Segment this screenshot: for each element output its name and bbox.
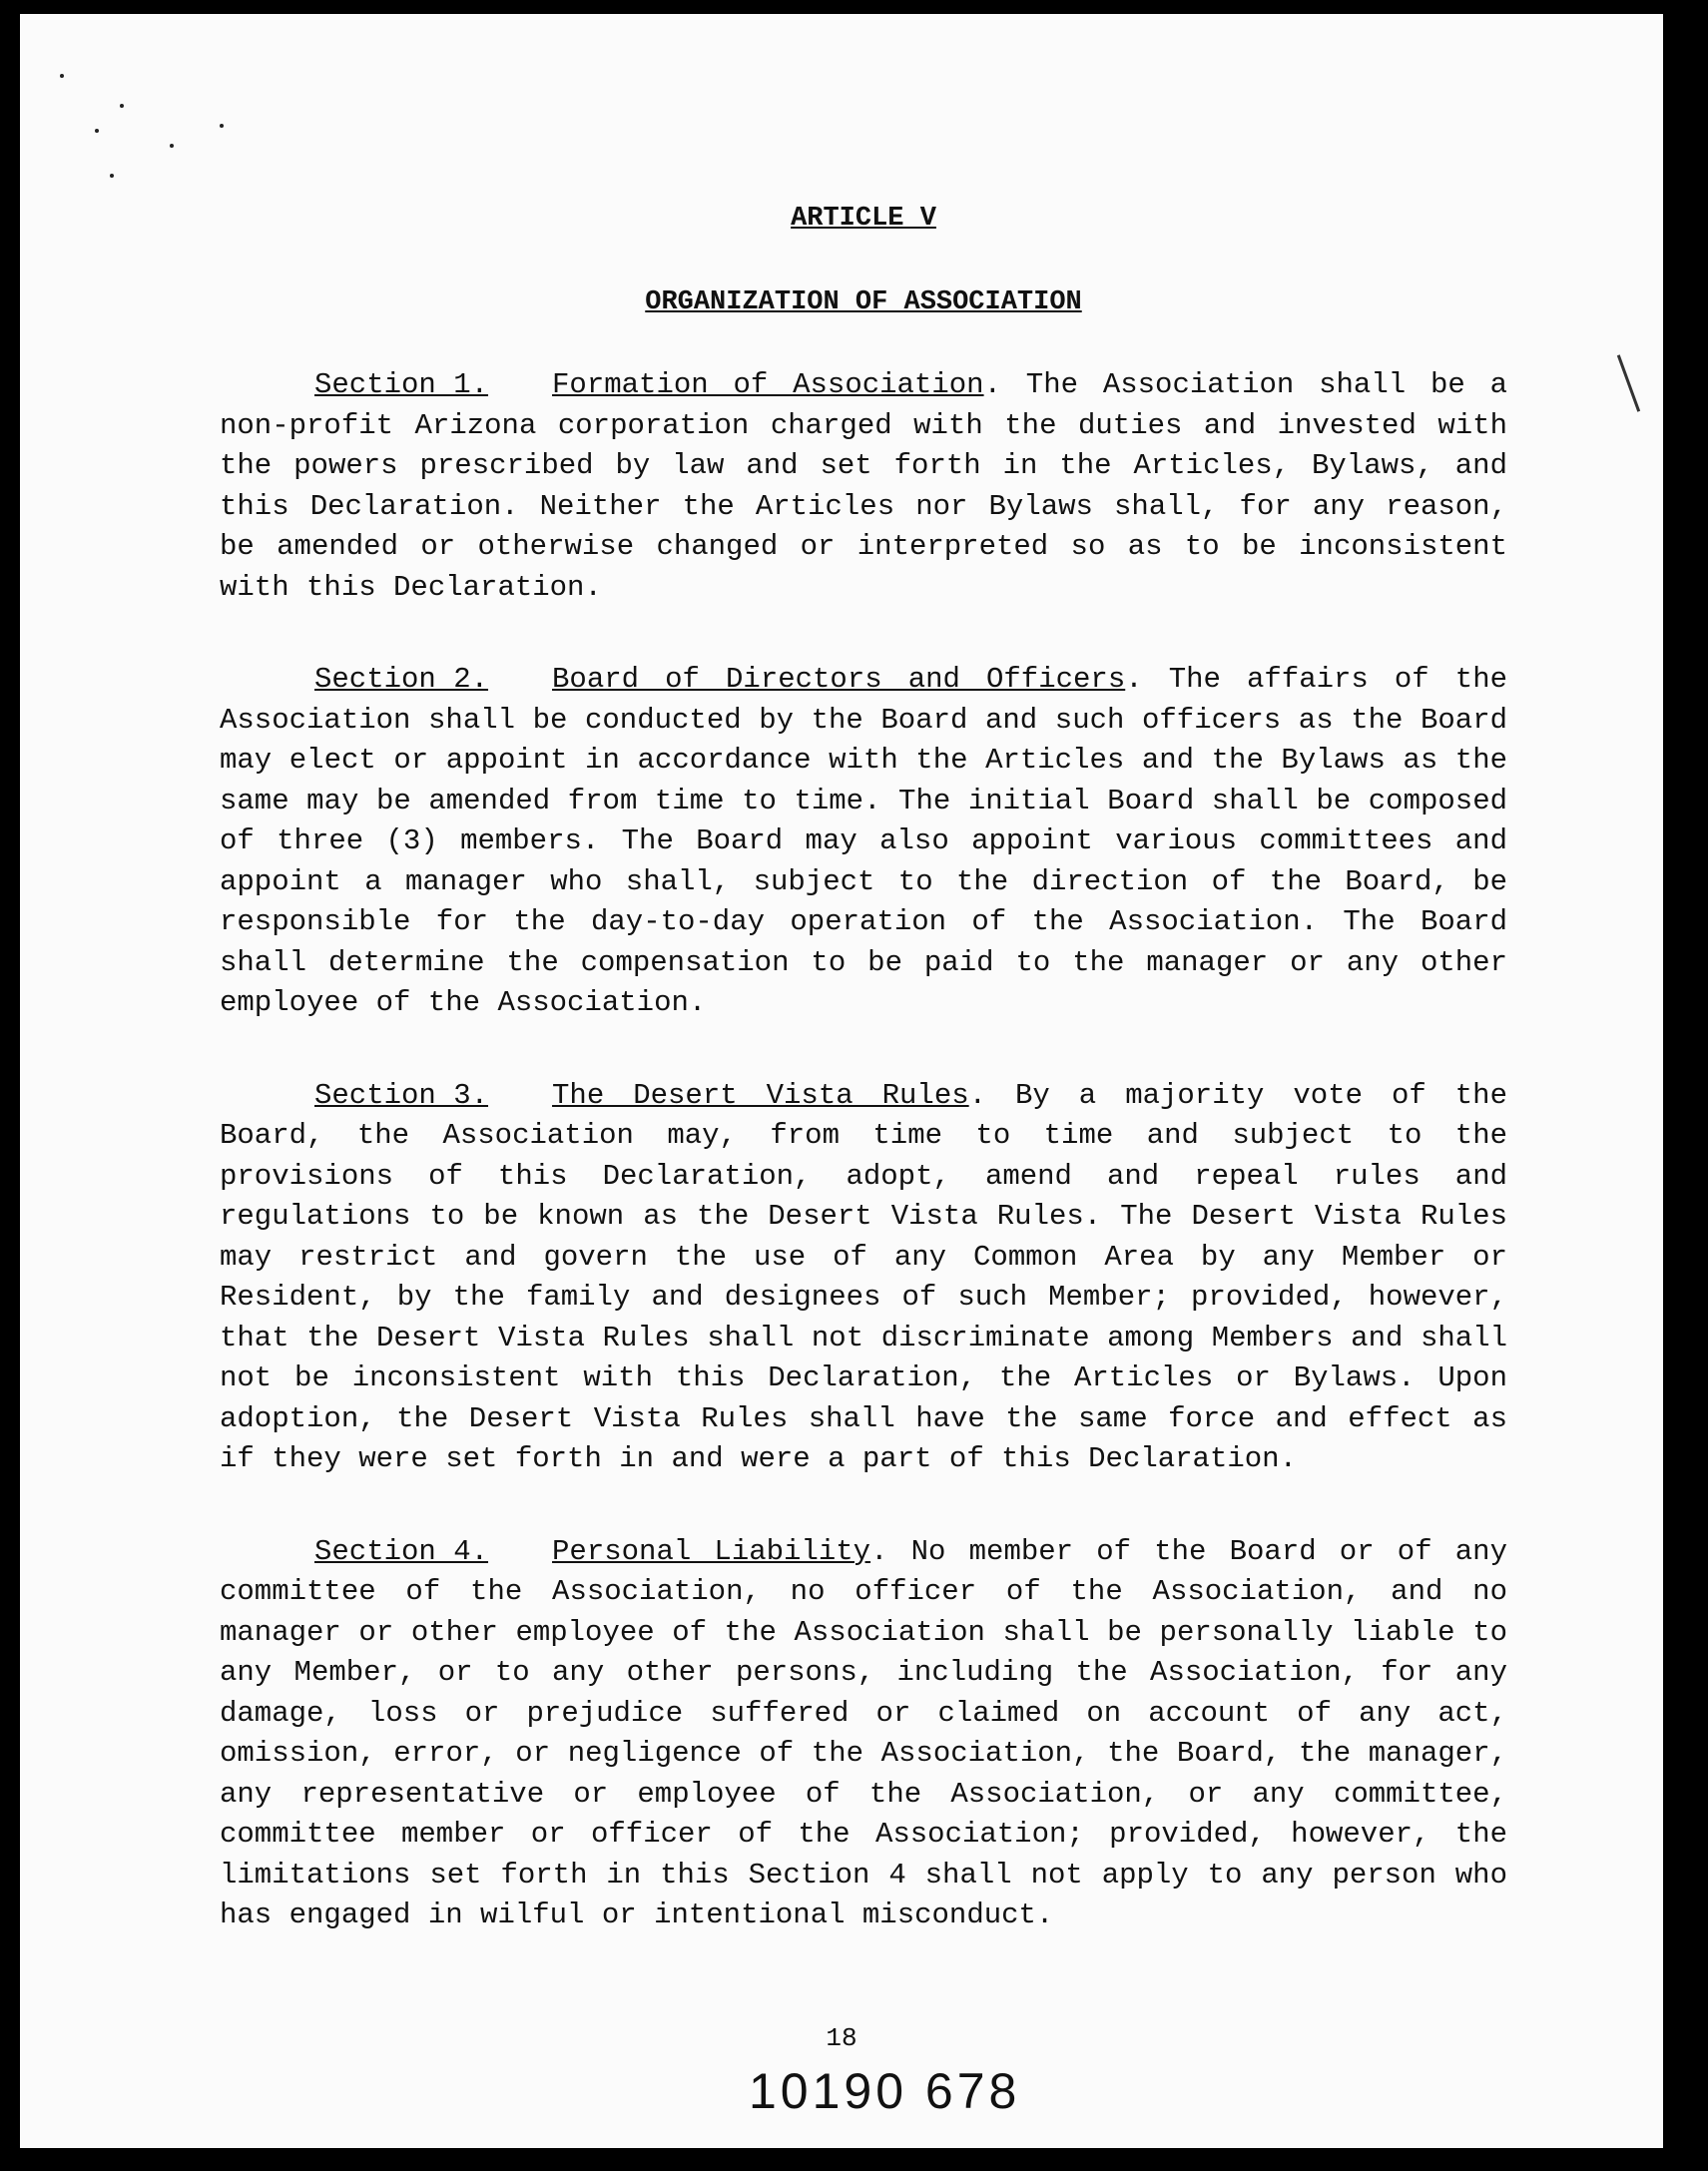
- section-3-text: . By a majority vote of the Board, the Association may, from time to time and subject to the provisions of this Declaration, adopt, amend and repeal rules and regulations to be known as the Desert Vista Rules. The Desert Vista Rules may restrict and govern the use of any Common Area by any Member or Resident, by the family and designees of such Member; provided, however, that the Desert Vista Rules shall not discriminate among Members and shall not be inconsistent with this Declaration, the Articles or Bylaws. Upon adoption, the Desert Vista Rules shall have the same force and effect as if they were set forth in and were a part of this Declaration.: [220, 1078, 1507, 1475]
- page-number: 18: [826, 2023, 857, 2053]
- section-4: [220, 1532, 1507, 1936]
- scan-edge-mark: [1617, 354, 1640, 411]
- section-2-title: Board of Directors and Officers: [552, 663, 1126, 696]
- section-1-title: Formation of Association: [552, 368, 984, 401]
- scan-speck: [120, 104, 124, 108]
- article-subtitle: ORGANIZATION OF ASSOCIATION: [645, 287, 1082, 317]
- stamp-number: 10190 678: [749, 2063, 1021, 2119]
- scan-speck: [60, 74, 64, 78]
- section-2-text: . The affairs of the Association shall be conducted by the Board and such officers as the Board may elect or appoint in accordance with the Articles and the Bylaws as the same may be amended from time to time. The initial Board shall be composed of three (3) members. The Board may also appoint various committees and appoint a manager who shall, subject to the direction of the Board, be responsible for the day-to-day operation of the Association. The Board shall determine the compensation to be paid to the manager or any other employee of the Association.: [220, 663, 1507, 1019]
- section-3: [220, 1076, 1507, 1480]
- section-2-number: Section 2.: [314, 663, 489, 696]
- scan-speck: [110, 174, 114, 178]
- section-3-number: Section 3.: [314, 1078, 489, 1112]
- section-3-title: The Desert Vista Rules: [552, 1078, 969, 1112]
- document-body: [220, 204, 1507, 1988]
- article-title: ARTICLE V: [791, 204, 936, 234]
- section-1: [220, 365, 1507, 608]
- section-2: [220, 660, 1507, 1024]
- section-4-number: Section 4.: [314, 1534, 489, 1568]
- section-1-text: . The Association shall be a non-profit Arizona corporation charged with the duties and invested with the powers prescribed by law and set forth in the Articles, Bylaws, and this Declaration. Neither the Articles nor Bylaws shall, for any reason, be amended or otherwise changed or interpreted so as to be inconsistent with this Declaration.: [220, 368, 1507, 604]
- section-1-number: Section 1.: [314, 368, 489, 401]
- scan-speck: [170, 144, 174, 148]
- scan-speck: [95, 129, 99, 133]
- scan-speck: [220, 124, 224, 128]
- section-4-text: . No member of the Board or of any committee of the Association, no officer of the Association, and no manager or other employee of the Association shall be personally liable to any Member, or to any other persons, including the Association, for any damage, loss or prejudice suffered or claimed on account of any act, omission, error, or negligence of the Association, the Board, the manager, any representative or employee of the Association, or any committee, committee member or officer of the Association; provided, however, the limitations set forth in this Section 4 shall not apply to any person who has engaged in wilful or intentional misconduct.: [220, 1534, 1507, 1931]
- document-page: [20, 14, 1663, 2148]
- section-4-title: Personal Liability: [552, 1534, 871, 1568]
